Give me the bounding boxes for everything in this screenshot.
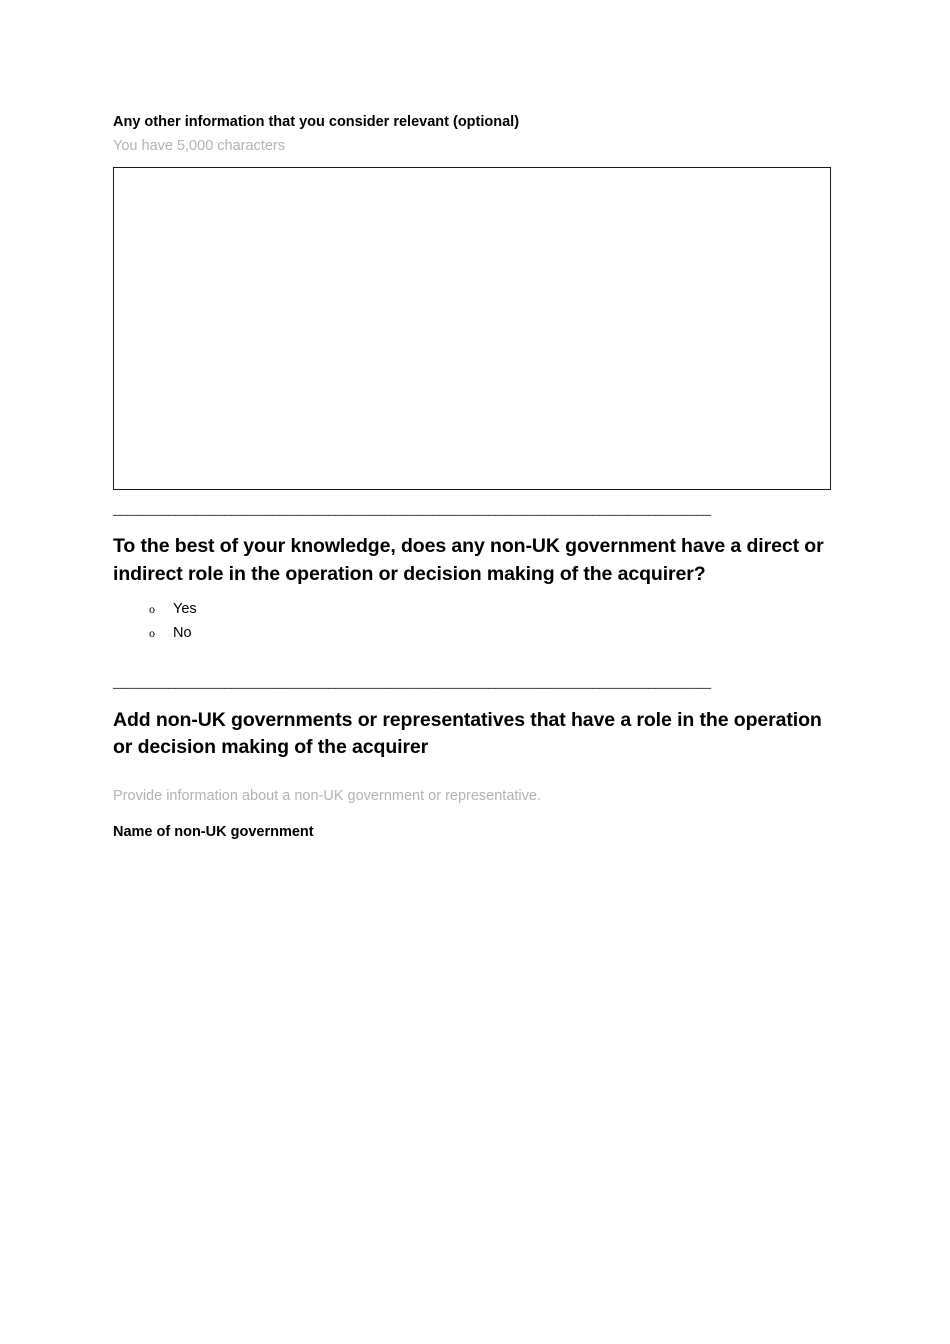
radio-circle-icon: o	[149, 625, 155, 640]
optional-info-label: Any other information that you consider relevant (optional)	[113, 114, 520, 130]
radio-option-yes[interactable]	[149, 598, 835, 621]
radio-option-yes-label: Yes	[173, 601, 197, 618]
optional-info-textarea[interactable]	[113, 167, 831, 490]
government-role-question-block	[113, 533, 835, 645]
radio-circle-icon: o	[149, 602, 155, 617]
government-role-options	[113, 598, 835, 645]
radio-option-no[interactable]	[149, 622, 835, 645]
section-divider-1: ______________________________________________________________________________________	[113, 501, 711, 518]
section-divider-2: ______________________________________________________________________________________	[113, 675, 711, 692]
add-governments-hint: Provide information about a non-UK government or representative.	[113, 788, 541, 805]
government-role-question-heading: To the best of your knowledge, does any non-UK government have a direct or indirect role in the operation or decision making of the acquirer?	[113, 534, 824, 585]
add-governments-heading: Add non-UK governments or representatives that have a role in the operation or decision making of the acquirer	[113, 708, 822, 759]
optional-info-hint: You have 5,000 characters	[113, 138, 285, 155]
add-governments-block	[113, 707, 835, 841]
name-of-non-uk-government-label: Name of non-UK government	[113, 824, 314, 841]
radio-option-no-label: No	[173, 624, 192, 641]
form-content	[113, 112, 835, 840]
optional-info-field	[113, 112, 835, 490]
